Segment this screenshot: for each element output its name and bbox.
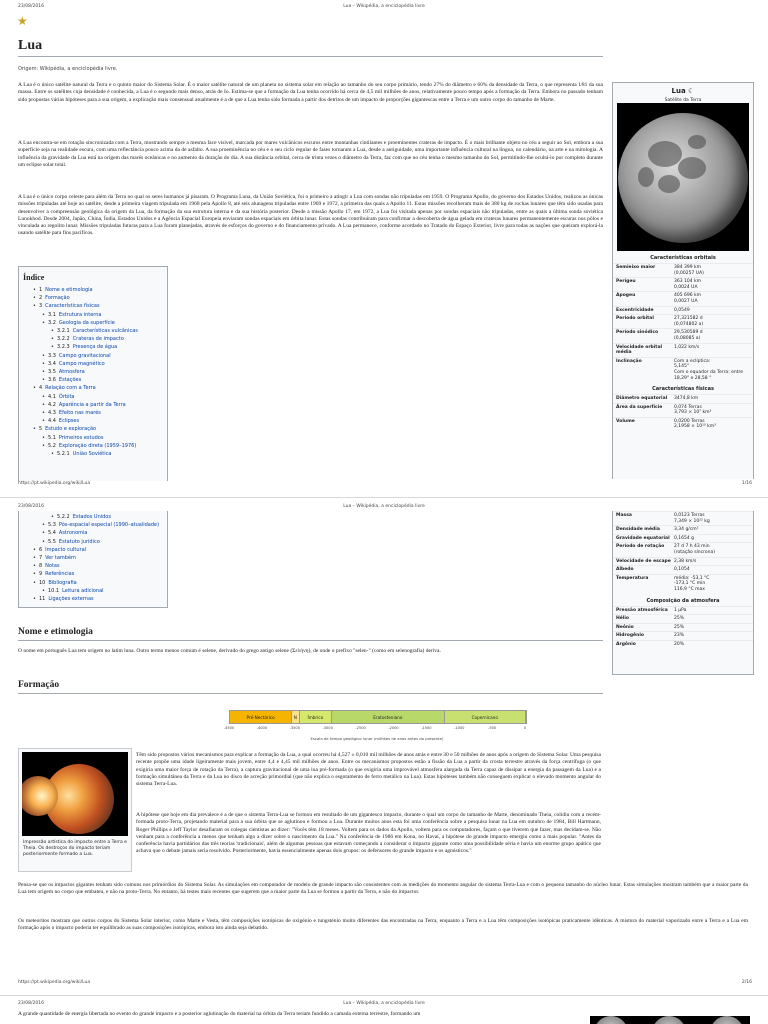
toc-item[interactable]	[19, 352, 167, 360]
toc-item[interactable]	[19, 343, 167, 351]
timescale-tick: -4500	[223, 726, 235, 730]
infobox-key: Velocidade orbital média	[616, 344, 663, 356]
page-subtitle: Origem: Wikipédia, a enciclopédia livre.	[18, 66, 118, 72]
toc-number: 4.2	[47, 401, 56, 408]
physical-section-title: Características físicas	[652, 386, 714, 393]
toc-number: 5.3	[47, 522, 56, 529]
orbital-rows	[613, 263, 753, 382]
bullet-icon: •	[33, 303, 36, 310]
section-heading-formation: Formação	[18, 680, 60, 690]
bullet-icon: •	[42, 442, 45, 449]
toc-number: 3.2.1	[56, 328, 70, 335]
bullet-icon: •	[42, 311, 45, 318]
infobox-value: 363 104 km 0,0024 UA	[674, 279, 702, 290]
bullet-icon: •	[33, 287, 36, 293]
toc-item[interactable]	[19, 302, 167, 310]
bullet-icon: •	[42, 360, 45, 367]
timescale-tick: -2000	[388, 726, 399, 730]
featured-star-icon: ★	[17, 14, 28, 28]
infobox-value: 29,530589 d (0,08085 a)	[674, 330, 703, 341]
infobox-key: Velocidade de escape	[616, 558, 671, 564]
infobox-key: Volume	[616, 418, 635, 424]
bullet-icon: •	[42, 352, 45, 359]
page3-paragraph: A grande quantidade de energia libertada no evento do grande impacto e a posterior aglutinação do material na órbita da Terra teriam fundido a camada externa terrestre, formando um	[18, 1011, 421, 1017]
toc-number: 3.2.2	[56, 336, 70, 343]
toc-label: Efeito nas marés	[58, 410, 101, 417]
infobox-row	[613, 525, 753, 534]
toc-item[interactable]	[19, 425, 167, 433]
toc-number: 3.6	[47, 377, 56, 384]
toc-label: Ligações externas	[48, 596, 94, 603]
toc-label: Características vulcânicas	[72, 328, 138, 335]
toc-item[interactable]	[19, 327, 167, 335]
timescale-segment[interactable]: Eratosteniano	[332, 711, 444, 723]
bullet-icon: •	[33, 555, 36, 562]
toc-label: Exploração direta (1959–1976)	[58, 442, 137, 449]
toc-item[interactable]	[19, 442, 167, 450]
bullet-icon: •	[51, 344, 54, 351]
infobox-key: Hélio	[616, 616, 629, 622]
toc-item[interactable]	[19, 546, 167, 554]
infobox-row	[613, 640, 753, 649]
toc-item[interactable]	[19, 595, 167, 603]
bullet-icon: •	[33, 571, 36, 578]
bullet-icon: •	[51, 451, 54, 458]
print-footer-page: 2/16	[741, 980, 752, 985]
bullet-icon: •	[51, 336, 54, 343]
toc-item[interactable]	[19, 521, 167, 529]
bullet-icon: •	[51, 328, 54, 335]
infobox-key: Semieixo maior	[616, 265, 656, 270]
timescale-tick: -1000	[453, 726, 465, 730]
toc-number: 7	[38, 555, 43, 562]
infobox-value: 0,1654 g	[674, 535, 695, 541]
toc-item[interactable]	[19, 409, 167, 417]
infobox-value: 0,0549	[674, 307, 690, 313]
toc-number: 5.5	[47, 538, 56, 545]
timescale-tick: -4000	[256, 726, 268, 730]
toc-number: 5.4	[47, 530, 56, 537]
infobox-row	[613, 314, 753, 328]
name-paragraph: O nome em português Lua tem origem no latim luna. Outro termo menos comum é selene, derivado do grego antigo selene (Σελήνη), de onde o prefixo "selen-" (como em selenografia) deriva.	[18, 648, 441, 654]
infobox-row	[613, 394, 753, 403]
infobox-row	[613, 291, 753, 305]
infobox-row	[613, 306, 753, 315]
toc-item[interactable]	[19, 570, 167, 578]
toc-label: Eclipses	[58, 418, 80, 425]
bullet-icon: •	[42, 401, 45, 408]
bullet-icon: •	[33, 295, 36, 302]
toc-label: Características físicas	[45, 303, 100, 310]
infobox-key: Excentricidade	[616, 307, 654, 313]
lead-paragraph-1: A Lua é o único satélite natural da Terra e o quinto maior do Sistema Solar. É o maior satélite natural de um planeta no sistema solar em relação ao tamanho do seu corpo primário, tendo 27% do diâmetro e 60% da densidade da Terra, o que representa 1⁄81 da sua massa. Entre os satélites cuja densidade é conhecida, a Lua é o segundo mais denso, atrás de Io. Estima-se que a formação da Lua tenha ocorrido há cerca de 4,5 mil milhões de anos, relativamente pouco tempo após a formação da Terra. Embora no passado tenham sido propostas várias hipóteses para a sua origem, a explicação mais consensual atualmente é a de que a Lua tenha sido formada a partir dos detritos de um impacto de proporções gigantescas entre a Terra e um outro corpo do tamanho de Marte.	[18, 82, 603, 103]
infobox-value: 25%	[674, 616, 685, 622]
infobox-row	[613, 417, 753, 431]
toc-number: 3.2	[47, 319, 56, 326]
toc-item[interactable]	[19, 529, 167, 537]
infobox-row	[613, 357, 753, 382]
infobox-key: Temperatura	[616, 575, 649, 581]
infobox-value: 405 696 km 0,0027 UA	[674, 293, 702, 304]
infobox-value: 3,34 g/cm³	[674, 527, 699, 533]
bullet-icon: •	[42, 393, 45, 400]
formation-paragraph-1: Têm sido propostos vários mecanismos para explicar a formação da Lua, a qual ocorreu há 4,527 ± 0,010 mil milhões de anos atrás e entre 30 e 50 milhões de anos após a origem do Sistema Solar. Uma pesquisa recente propõe uma idade ligeiramente mais jovem, entre 4,4 e 4,45 mil milhões de anos. Entre os mecanismos propostos estão a fissão da Lua a partir da crosta terrestre através da força centrífuga (o que exigiria uma maior força de rotação da Terra), a captura gravitacional de uma lua pré-formada (o que exigiria uma improvável atmosfera alargada da Terra capaz de dissipar a energia da passagem da Lua) e a formação simultânea da Terra e da Lua no disco de acreção primordial (que não explica o esgotamento de ferro metálico na Lua). Estas hipóteses também não conseguem explicar o elevado momento angular do sistema Terra-Lua.	[136, 752, 601, 788]
toc-item[interactable]	[19, 417, 167, 425]
timescale-tick: -1500	[421, 726, 432, 730]
toc-label: Primeiros estudos	[58, 434, 104, 441]
toc-item[interactable]	[19, 319, 167, 327]
infobox-value: 27 d 7 h 43 min (rotação síncrona)	[674, 544, 715, 555]
toc-item[interactable]	[19, 450, 167, 458]
toc-number: 5.1	[47, 434, 56, 441]
infobox-key: Pressão atmosférica	[616, 607, 668, 613]
bullet-icon: •	[42, 369, 45, 376]
toc-number: 3.5	[47, 369, 56, 376]
bullet-icon: •	[51, 514, 54, 520]
toc-label: Formação	[45, 295, 70, 302]
toc-item[interactable]	[19, 286, 167, 294]
infobox-key: Gravidade equatorial	[616, 535, 670, 541]
orbital-section-title: Características orbitais	[650, 255, 716, 261]
toc-list-continued	[19, 511, 167, 603]
physical-rows-continued	[613, 511, 753, 594]
infobox-value: 0,1054	[674, 567, 690, 573]
giant-impact-picture	[22, 752, 128, 836]
infobox-row	[613, 614, 753, 623]
toc-item[interactable]	[19, 294, 167, 302]
toc-label: Campo gravitacional	[58, 352, 111, 359]
toc-number: 4.3	[47, 410, 56, 417]
toc-label: Relação com a Terra	[45, 385, 96, 392]
infobox-row	[613, 403, 753, 417]
infobox-key: Massa	[616, 513, 632, 518]
infobox-value: 384 399 km (0,00257 UA)	[674, 265, 704, 276]
infobox-row	[613, 606, 753, 615]
timescale-tick: -500	[488, 726, 497, 730]
toc-number: 3.1	[47, 311, 56, 318]
infobox-key: Neônio	[616, 624, 634, 630]
physical-rows	[613, 394, 753, 431]
thumbnail-caption: Impressão artística do impacto entre a Terra e Theia. Os destroços do impacto teriam posteriormente formado a Lua.	[23, 840, 127, 857]
toc-number: 10.1	[47, 587, 60, 594]
toc-label: Estações	[58, 377, 82, 384]
toc-label: Nome e etimologia	[45, 287, 93, 293]
toc-label: Impacto cultural	[45, 546, 87, 553]
print-header-date: 23/08/2016	[18, 504, 44, 509]
bullet-icon: •	[42, 418, 45, 425]
formation-paragraph-2: A hipótese que hoje em dia prevalece é a de que o sistema Terra-Lua se formou em resultado de um gigantesco impacto, durante o qual um corpo do tamanho de Marte, denominado Theia, colidiu com a recém-formada proto-Terra, projetando material para a sua órbita que se aglutinou e formou a Lua. Durante muitos anos esta foi uma conferência sobre a pesquisa lunar na Lua em outubro de 1984, Bill Hartmann, Roger Phillips e Jeff Taylor desafiaram os colegas cientistas ao dizer: "Vocês têm 18 meses. Voltem para os dados da Apollo, voltem para os computadores, façam o que tiverem que fazer, mas decidam-se. Não venham para a conferência a menos que tenham algo a dizer sobre o nascimento da Lua." Na conferência de 1986 em Kona, no Havaí, a hipótese do grande impacto emergiu como a mais popular. "Antes da conferência havia partidários das três teorias 'tradicionais', além de algumas pessoas que estavam começando a considerar o impacto gigante como uma possibilidade séria e havia um enorme grupo apático que achava que o debate jamais seria resolvido. Posteriormente, havia essencialmente apenas dois grupos: os defensores do grande impacto e os agnósticos."	[136, 812, 601, 855]
toc-number: 5.2	[47, 442, 56, 449]
toc-label: Estatuto jurídico	[58, 538, 100, 545]
infobox-key: Albedo	[616, 567, 634, 573]
toc-number: 9	[38, 571, 43, 578]
infobox-value: 27,321582 d (0,074802 a)	[674, 316, 704, 327]
infobox-value: 0,0200 Terras 2,1958 × 10¹⁰ km³	[674, 418, 716, 430]
infobox-value: média: -53,1 °C -173,1 °C min 116,9 °C max	[674, 575, 710, 592]
timescale-segment[interactable]: Ímbrico	[300, 711, 333, 723]
impact-thumbnail[interactable]	[18, 748, 132, 872]
bullet-icon: •	[33, 546, 36, 553]
toc-number: 4.1	[47, 393, 56, 400]
toc-label: Atmosfera	[58, 369, 85, 376]
toc-item[interactable]	[19, 311, 167, 319]
toc-number: 6	[38, 546, 43, 553]
infobox-value: 23%	[674, 633, 685, 639]
toc-label: União Soviética	[72, 451, 112, 458]
toc-label: Geologia da superfície	[58, 319, 115, 326]
full-moon-picture	[618, 113, 748, 243]
lead-paragraph-3: A Lua é o único corpo celeste para além da Terra no qual os seres humanos já pisaram. O Programa Luna, da União Soviética, foi o primeiro a atingir a Lua com sondas não tripuladas em 1959. O Programa Apollo, do governo dos Estados Unidos, realizou as únicas missões tripuladas até hoje ao satélite, desde a primeira viagem tripulada em 1968 pela Apollo 8, até seis alunagens tripuladas entre 1969 e 1972, a primeira das quais a Apollo 11. Estas missões recolheram mais de 380 kg de rochas lunares que têm sido usadas para desenvolver a compreensão geológica da origem da Lua, da formação da sua estrutura interna e da sua história posterior. Desde a missão Apollo 17, em 1972, a Lua foi visitada apenas por sondas espaciais não tripuladas, entre as quais a última sonda soviética Lunokhod. Desde 2004, Japão, China, Índia, Estados Unidos e a Agência Espacial Europeia enviaram sondas espaciais em órbita lunar. Estas sondas contribuíram para confirmar a descoberta de água gelada em crateras lunares permanentemente escuras nos pólos e vinculada ao regolito lunar. Missões tripuladas futuras para a Lua foram planejadas, através de esforços do governo e do financiamento privado. A Lua permanece, conforme acordado no Tratado do Espaço Exterior, livre para todas as nações que queiram explorá-la usando satélite para fins pacíficos.	[18, 194, 603, 237]
infobox-row	[613, 343, 753, 357]
print-footer-page: 1/16	[741, 481, 752, 486]
timescale-tick: -2500	[355, 726, 366, 730]
infobox-row	[613, 511, 753, 525]
toc-label: Presença de água	[72, 344, 118, 351]
toc-item[interactable]	[19, 579, 167, 587]
infobox-value: 3474,8 km	[674, 396, 699, 402]
toc-label: Campo magnético	[58, 360, 105, 367]
infobox-value: 0,074 Terras 3,793 × 10⁷ km²	[674, 404, 712, 416]
infobox-value: 2,38 km/s	[674, 558, 697, 564]
timescale-segment[interactable]: Copernicano	[445, 711, 526, 723]
page-separator	[0, 497, 768, 498]
print-header-title: Lua – Wikipédia, a enciclopédia livre	[343, 4, 425, 9]
bullet-icon: •	[33, 385, 36, 392]
toc-number: 2	[38, 295, 43, 302]
print-footer-url[interactable]: https://pt.wikipedia.org/wiki/Lua	[18, 481, 91, 486]
formation-paragraph-4: Os meteoritos mostram que outros corpos do Sistema Solar interior, como Marte e Vesta, têm composições isotópicas de oxigénio e tungsténio muito diferentes das encontradas na Terra, enquanto a Terra e a Lua têm composições isotópicas praticamente idênticas. A mistura do material vaporizado entre a Terra e a Lua em formação após o impacto poderia ter equilibrado as suas composições isotópicas, embora isto ainda seja debatido.	[18, 918, 748, 932]
infobox-row	[613, 631, 753, 640]
infobox-row	[613, 565, 753, 574]
timescale-caption: Escala de tempo geológico lunar (milhões de anos antes do presente)	[310, 736, 444, 741]
bullet-icon: •	[33, 579, 36, 586]
infobox-key: Densidade média	[616, 527, 660, 533]
atmosphere-rows	[613, 606, 753, 649]
toc-label: Estudo e exploração	[45, 426, 97, 433]
infobox-value: 1,022 km/s	[674, 344, 700, 350]
bullet-icon: •	[42, 377, 45, 384]
infobox-key: Argônio	[616, 641, 636, 647]
lunar-geologic-timescale	[229, 710, 527, 724]
toc-label: Referências	[45, 571, 75, 578]
toc-number: 5.2.2	[56, 514, 70, 520]
page-separator	[0, 995, 768, 996]
toc-item[interactable]	[19, 335, 167, 343]
bullet-icon: •	[33, 563, 36, 570]
timescale-segment[interactable]: Pré-Nectárico	[230, 711, 292, 723]
toc-number: 3.2.3	[56, 344, 70, 351]
section-heading-name: Nome e etimologia	[18, 627, 93, 637]
infobox-value: 20%	[674, 641, 685, 647]
infobox-continued	[612, 511, 754, 675]
print-header-title: Lua – Wikipédia, a enciclopédia livre	[343, 1001, 425, 1006]
toc-number: 4	[38, 385, 43, 392]
toc-item[interactable]	[19, 562, 167, 570]
lead-paragraph-2: A Lua encontra-se em rotação sincronizada com a Terra, mostrando sempre a mesma face visível, marcada por mares vulcânicos escuros entre montanhas cintilantes e proeminentes crateras de impacto. É o mais brilhante objeto no céu a seguir ao Sol, embora a sua superfície seja na realidade escura, com uma reflectância pouco acima da de asfalto. A sua proeminência no céu e o seu ciclo regular de fases tornaram a Lua, desde a antiguidade, uma importante influência cultural na língua, no calendário, na arte e na mitologia. A influência da gravidade da Lua está na origem das marés oceânicas e no aumento da duração do dia. A sua distância orbital, cerca de trinta vezes o diâmetro da Terra, faz com que no céu tenha o mesmo tamanho do Sol, permitindo-lhe ocultá-lo por completo durante um eclipse solar total.	[18, 140, 603, 168]
toc-number: 11	[38, 596, 46, 603]
print-header-date: 23/08/2016	[18, 4, 44, 9]
infobox-key: Período orbital	[616, 316, 654, 322]
toc-label: Bibliografia	[48, 579, 77, 586]
timescale-tick: -3500	[289, 726, 300, 730]
toc-label: Aparência a partir da Terra	[58, 401, 126, 408]
toc-number: 3.4	[47, 360, 56, 367]
section-divider	[18, 693, 603, 694]
infobox-value: 0,0123 Terras 7,349 × 10²² kg	[674, 513, 710, 524]
infobox-value: 25%	[674, 624, 685, 630]
toc-label: Notas	[45, 563, 60, 570]
toc-item[interactable]	[19, 434, 167, 442]
toc-list	[19, 286, 167, 458]
bullet-icon: •	[33, 426, 36, 433]
formation-paragraph-3: Pensa-se que os impactos gigantes tenham sido comuns nos primórdios do Sistema Solar. As simulações em computador de modelo de grande impacto são consistentes com as medições do momento angular do sistema Terra-Lua e com o pequeno tamanho do núcleo lunar. Estas simulações mostram também que a maior parte da Lua tem origem no corpo que embateu, e não na proto-Terra. No entanto, há testes mais recentes que sugerem que a maior parte da Lua se formou a partir da Terra, e não do impactor.	[18, 882, 748, 896]
infobox	[612, 82, 754, 479]
toc-item[interactable]	[19, 376, 167, 384]
moon-phases-image[interactable]	[590, 1016, 750, 1024]
bullet-icon: •	[42, 530, 45, 537]
infobox-key: Período de rotação	[616, 544, 665, 550]
toc-item[interactable]	[19, 401, 167, 409]
infobox-key: Diâmetro equatorial	[616, 396, 668, 402]
section-divider	[18, 640, 603, 641]
toc-label: Crateras de impacto	[72, 336, 124, 343]
toc-item[interactable]	[19, 513, 167, 521]
infobox-row	[613, 623, 753, 632]
atmosphere-section-title: Composição da atmosfera	[646, 597, 720, 604]
print-header-title: Lua – Wikipédia, a enciclopédia livre	[343, 504, 425, 509]
toc-number: 3	[38, 303, 43, 310]
timescale-segment[interactable]: N	[292, 711, 299, 723]
infobox-key: Inclinação	[616, 358, 642, 364]
bullet-icon: •	[33, 596, 36, 603]
toc-number: 5.2.1	[56, 451, 70, 458]
toc-item[interactable]	[19, 384, 167, 392]
bullet-icon: •	[42, 434, 45, 441]
infobox-row	[613, 534, 753, 543]
infobox-key: Perigeu	[616, 279, 636, 285]
infobox-key: Apogeu	[616, 293, 636, 299]
toc-label: Ver também	[45, 555, 76, 562]
toc-label: Astronomia	[58, 530, 88, 537]
toc-item[interactable]	[19, 393, 167, 401]
toc-item[interactable]	[19, 538, 167, 546]
toc-number: 1	[38, 287, 43, 293]
toc-item[interactable]	[19, 554, 167, 562]
infobox-caption: Satélite da Terra	[664, 98, 702, 103]
bullet-icon: •	[42, 587, 45, 594]
infobox-key: Área da superfície	[616, 404, 663, 410]
infobox-row	[613, 542, 753, 556]
timescale-ticks	[223, 726, 527, 732]
infobox-key: Hidrogênio	[616, 633, 644, 639]
timescale-tick: -3000	[322, 726, 333, 730]
infobox-key: Período sinódico	[616, 330, 659, 336]
toc-label: Órbita	[58, 393, 75, 400]
page-title: Lua	[18, 38, 43, 53]
infobox-row	[613, 277, 753, 291]
infobox-row	[613, 263, 753, 277]
bullet-icon: •	[42, 538, 45, 545]
toc-title: Índice	[23, 273, 45, 282]
infobox-row	[613, 328, 753, 342]
toc-number: 4.4	[47, 418, 56, 425]
infobox-row	[613, 557, 753, 566]
toc-item[interactable]	[19, 368, 167, 376]
infobox-title: Lua ☾	[671, 87, 695, 95]
table-of-contents-continued	[18, 511, 168, 608]
toc-number: 10	[38, 579, 46, 586]
toc-number: 5	[38, 426, 43, 433]
title-divider	[18, 56, 603, 57]
timescale-tick: 0	[523, 726, 527, 730]
bullet-icon: •	[42, 410, 45, 417]
toc-item[interactable]	[19, 587, 167, 595]
table-of-contents	[18, 266, 168, 481]
bullet-icon: •	[42, 319, 45, 326]
toc-label: Leitura adicional	[62, 587, 104, 594]
infobox-row	[613, 574, 753, 594]
infobox-value: Com a eclíptica: 5,145° Com o equador da Terra: entre 18,29° e 28,58 °	[674, 358, 744, 381]
moon-image[interactable]	[617, 103, 749, 251]
toc-number: 3.3	[47, 352, 56, 359]
bullet-icon: •	[42, 522, 45, 529]
toc-number: 8	[38, 563, 43, 570]
toc-label: Estados Unidos	[72, 514, 111, 520]
infobox-value: 1 µPa	[674, 607, 687, 613]
toc-label: Pós-espacial especial (1990–atualidade)	[58, 522, 160, 529]
toc-item[interactable]	[19, 360, 167, 368]
print-footer-url[interactable]: https://pt.wikipedia.org/wiki/Lua	[18, 980, 91, 985]
print-header-date: 23/08/2016	[18, 1001, 44, 1006]
toc-label: Estrutura interna	[58, 311, 102, 318]
